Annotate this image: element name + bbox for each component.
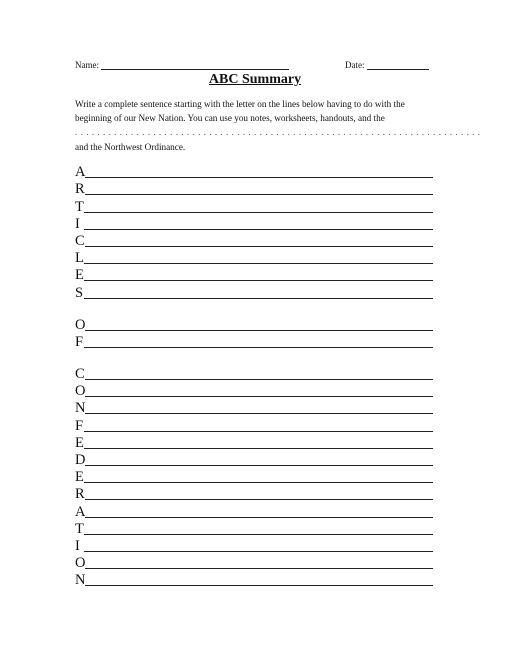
row-letter: I [75,537,80,554]
answer-line[interactable] [85,376,433,380]
group-gap [75,302,435,317]
letter-row [75,181,435,198]
letter-row [75,469,435,486]
letter-row [75,334,435,351]
row-letter: C [75,366,85,383]
answer-line[interactable] [85,243,433,247]
answer-line[interactable] [85,514,433,518]
answer-line[interactable] [85,582,433,586]
row-letter: F [75,333,84,350]
answer-line[interactable] [85,462,433,466]
letter-row [75,164,435,181]
row-letter: N [75,400,86,417]
answer-line[interactable] [84,344,433,348]
instructions-line-2: beginning of our New Nation. You can use you notes, worksheets, handouts, and the [75,112,385,123]
answer-line[interactable] [84,548,433,552]
row-letter: R [75,181,85,198]
letter-row [75,572,435,589]
row-letter: N [75,572,86,589]
letter-list [75,164,435,589]
row-letter: O [75,383,86,400]
letter-row [75,503,435,520]
answer-line[interactable] [84,209,433,213]
row-letter: E [75,469,84,486]
date-label: Date: [345,60,365,70]
letter-row [75,383,435,400]
answer-line[interactable] [84,226,433,230]
letter-row [75,400,435,417]
row-letter: E [75,434,84,451]
row-letter: C [75,232,85,249]
letter-row [75,435,435,452]
answer-line[interactable] [84,531,433,535]
instructions [75,98,481,154]
letter-row [75,317,435,334]
answer-line[interactable] [84,260,433,264]
answer-line[interactable] [85,191,433,195]
group-gap [75,351,435,366]
letter-row [75,486,435,503]
date-blank-line[interactable] [367,60,429,70]
letter-row [75,198,435,215]
answer-line[interactable] [85,327,433,331]
letter-row [75,452,435,469]
answer-line[interactable] [85,410,433,414]
answer-line[interactable] [85,393,433,397]
date-field [345,60,429,70]
letter-row [75,538,435,555]
row-letter: E [75,267,84,284]
row-letter: S [75,284,84,301]
answer-line[interactable] [84,445,433,449]
answer-line[interactable] [84,295,433,299]
row-letter: A [75,503,86,520]
row-letter: R [75,486,85,503]
page-title: ABC Summary [208,72,302,87]
letter-row [75,366,435,383]
row-letter: F [75,417,84,434]
name-label: Name: [75,60,99,70]
answer-line[interactable] [85,496,433,500]
name-blank-line[interactable] [101,60,289,70]
letter-row [75,250,435,267]
row-letter: T [75,198,84,215]
letter-row [75,417,435,434]
answer-line[interactable] [85,174,433,178]
row-letter: I [75,215,80,232]
row-letter: A [75,164,86,181]
letter-row [75,521,435,538]
letter-row [75,233,435,250]
instructions-line-3: and the Northwest Ordinance. [75,141,186,152]
answer-line[interactable] [84,277,433,281]
answer-line[interactable] [85,565,433,569]
row-letter: O [75,555,86,572]
answer-line[interactable] [84,428,433,432]
name-field [75,60,289,70]
letter-row [75,284,435,301]
letter-row [75,267,435,284]
row-letter: O [75,316,86,333]
illegible-line: . . . . . . . . . . . . . . . . . . . . . . . . . . . . . . . . . . . . . . . . . . . . . . . . . . . . . . . . . . . . . . . . . . . . . . . . . [75,126,481,137]
instructions-line-1: Write a complete sentence starting with the letter on the lines below having to do with the [75,99,405,109]
row-letter: D [75,452,86,468]
row-letter: L [75,250,84,267]
row-letter: T [75,520,84,537]
answer-line[interactable] [84,479,433,483]
letter-row [75,216,435,233]
letter-row [75,555,435,572]
